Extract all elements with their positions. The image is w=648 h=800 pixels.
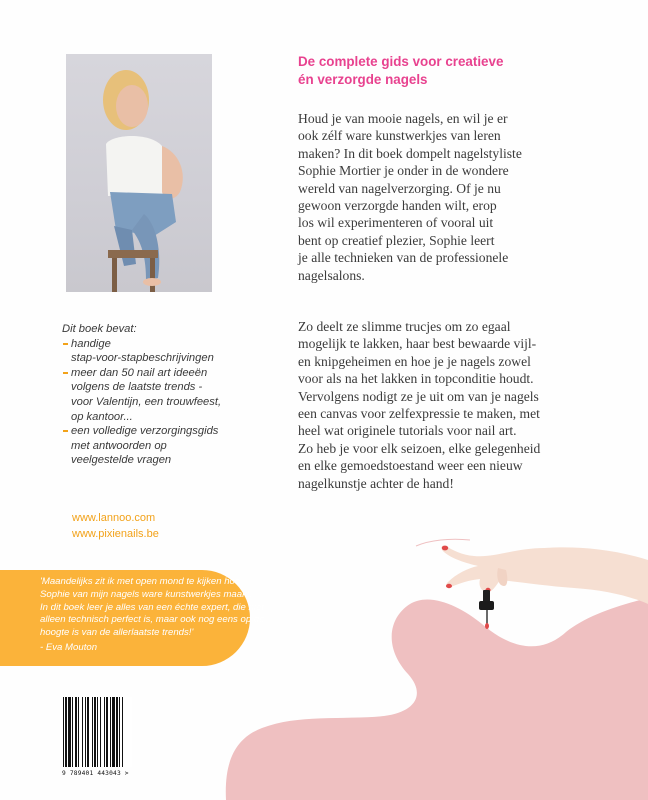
quote-line: In dit boek leer je alles van een échte expert, die niet xyxy=(40,601,264,613)
barcode-bar xyxy=(78,697,79,767)
quote-author: - Eva Mouton xyxy=(40,642,98,653)
isbn-digits: 9 789401 443043 > xyxy=(62,770,129,777)
nail-polish-bottle-icon xyxy=(479,590,494,629)
intro-line: je alle technieken van de professionele xyxy=(298,250,509,266)
barcode-bar xyxy=(116,697,118,767)
list-item-line: meer dan 50 nail art ideeën xyxy=(71,366,208,379)
barcode-bar xyxy=(94,697,96,767)
details-line: Zo deelt ze slimme trucjes om zo egaal xyxy=(298,319,511,334)
barcode-bar xyxy=(119,697,120,767)
barcode-bar xyxy=(122,697,123,767)
intro-line: los wil experimenteren of vooral uit xyxy=(298,215,494,231)
barcode-bar xyxy=(82,697,83,767)
headline-line: De complete gids voor creatieve xyxy=(298,54,504,69)
details-line: en elke gemoedstoestand weer een nieuw xyxy=(298,458,523,474)
list-item xyxy=(62,366,262,424)
barcode-bar xyxy=(63,697,64,767)
list-item-line: een volledige verzorgingsgids xyxy=(71,425,219,438)
contents-title: Dit boek bevat: xyxy=(62,323,137,335)
list-item xyxy=(62,424,262,468)
barcode-bar xyxy=(68,697,71,767)
quote-line: hoogte is van de allerlaatste trends!' xyxy=(40,627,194,639)
barcode-bar xyxy=(110,697,111,767)
barcode-bars xyxy=(62,697,132,767)
barcode-bar xyxy=(85,697,86,767)
list-item-line: handige xyxy=(71,337,111,350)
barcode-bar xyxy=(104,697,105,767)
details-line: nagelkunstje achter de hand! xyxy=(298,475,454,491)
nail-1 xyxy=(442,546,448,551)
list-item-line: op kantoor... xyxy=(71,410,133,423)
barcode-bar xyxy=(112,697,115,767)
barcode-bar xyxy=(106,697,108,767)
barcode-bar xyxy=(92,697,93,767)
author-photo xyxy=(66,54,212,292)
details-line: mogelijk te lakken, haar best bewaarde vijl- xyxy=(298,336,537,352)
testimonial-quote xyxy=(40,576,340,640)
back-cover-headline xyxy=(298,53,598,89)
intro-line: gewoon verzorgde handen wilt, erop xyxy=(298,198,497,214)
details-line: Vervolgens nodigt ze je uit om van je nagels xyxy=(298,388,539,404)
swoosh-line xyxy=(416,539,470,546)
list-item-line: veelgestelde vragen xyxy=(71,454,172,467)
headline-line: én verzorgde nagels xyxy=(298,72,428,87)
intro-line: Houd je van mooie nagels, en wil je er xyxy=(298,111,508,126)
barcode-bar xyxy=(65,697,67,767)
barcode-bar xyxy=(72,697,73,767)
details-line: een canvas voor zelfexpressie te maken, met xyxy=(298,406,540,422)
intro-line: nagelsalons. xyxy=(298,267,365,283)
list-item-line: volgens de laatste trends - xyxy=(71,381,203,394)
quote-line: Sophie van mijn nagels ware kunstwerkjes maakt. xyxy=(40,588,253,600)
book-contents-list xyxy=(62,322,262,468)
details-line: Zo heb je voor elk seizoen, elke gelegenheid xyxy=(298,440,541,456)
hand-arm xyxy=(442,546,648,604)
details-paragraph xyxy=(298,318,598,492)
barcode-bar xyxy=(100,697,101,767)
intro-line: ook zélf ware kunstwerkjes van leren xyxy=(298,128,501,144)
barcode-bar xyxy=(97,697,98,767)
intro-line: bent op creatief plezier, Sophie leert xyxy=(298,232,495,248)
intro-line: wereld van nagelverzorging. Of je nu xyxy=(298,180,501,196)
list-item-line: met antwoorden op xyxy=(71,439,167,452)
lannoo-link[interactable]: www.lannoo.com xyxy=(72,512,156,524)
intro-line: Sophie Mortier je onder in de wondere xyxy=(298,163,509,179)
isbn-barcode xyxy=(62,697,132,767)
list-item xyxy=(62,337,262,366)
intro-paragraph xyxy=(298,110,598,284)
list-item-line: voor Valentijn, een trouwfeest, xyxy=(71,395,222,408)
nail-2 xyxy=(446,584,452,588)
barcode-bar xyxy=(75,697,77,767)
website-links xyxy=(72,511,159,542)
details-line: heel wat originele tutorials voor nail art. xyxy=(298,423,517,439)
details-line: en knipgeheimen en hoe je je nagels zowel xyxy=(298,353,531,369)
hand-fingers xyxy=(497,568,507,586)
details-line: voor als na het lakken in topconditie houdt. xyxy=(298,371,534,387)
list-item-line: stap-voor-stapbeschrijvingen xyxy=(71,352,214,365)
intro-line: maken? In dit boek dompelt nagelstyliste xyxy=(298,145,522,161)
quote-line: 'Maandelijks zit ik met open mond te kijken hoe xyxy=(40,576,241,587)
contents-items xyxy=(62,337,262,468)
quote-line: alleen technisch perfect is, maar ook nog eens op de xyxy=(40,614,265,626)
author-photo-illustration xyxy=(66,54,212,292)
pixienails-link[interactable]: www.pixienails.be xyxy=(72,527,159,540)
barcode-bar xyxy=(87,697,89,767)
